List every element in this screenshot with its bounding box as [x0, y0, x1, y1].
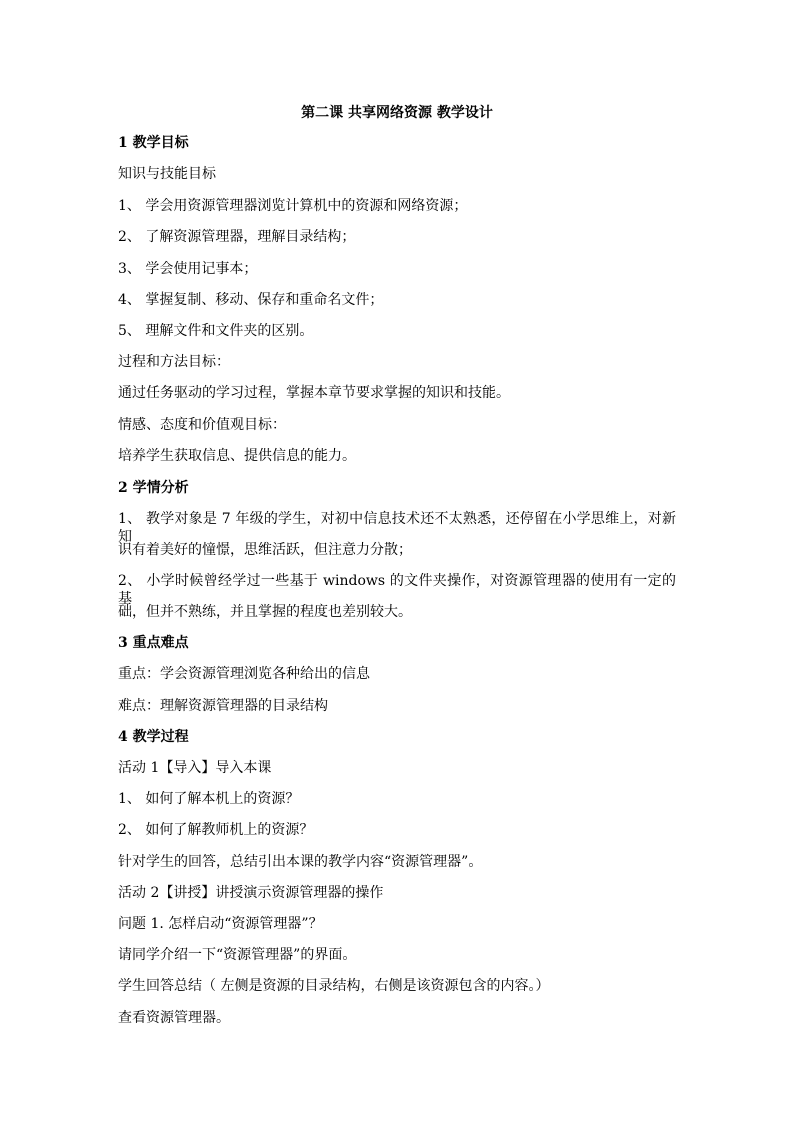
paragraph-line: 重点：学会资源管理浏览各种给出的信息 — [118, 666, 370, 682]
paragraph-line: 请同学介绍一下“资源管理器”的界面。 — [118, 947, 357, 963]
list-item: 1、 如何了解本机上的资源？ — [118, 791, 300, 807]
list-item: 2、 如何了解教师机上的资源？ — [118, 822, 314, 838]
section-heading-process: 4 教学过程 — [118, 729, 189, 745]
paragraph-line: 学生回答总结（ 左侧是资源的目录结构，右侧是该资源包含的内容。） — [118, 978, 550, 994]
paragraph-line: 活动 1【导入】导入本课 — [118, 760, 272, 776]
list-item: 1、 教学对象是 7 年级的学生，对初中信息技术还不太熟悉，还停留在小学思维上，对新知 — [118, 511, 676, 545]
paragraph-line: 查看资源管理器。 — [118, 1010, 230, 1026]
paragraph-line: 活动 2【讲授】讲授演示资源管理器的操作 — [118, 885, 384, 901]
list-item: 5、 理解文件和文件夹的区别。 — [118, 323, 314, 339]
paragraph-line: 难点：理解资源管理器的目录结构 — [118, 698, 328, 714]
paragraph-line: 过程和方法目标： — [118, 354, 230, 370]
paragraph-line: 针对学生的回答，总结引出本课的教学内容“资源管理器”。 — [118, 854, 483, 870]
list-item: 4、 掌握复制、移动、保存和重命名文件； — [118, 292, 384, 308]
section-heading-key-points: 3 重点难点 — [118, 635, 189, 651]
paragraph-line: 培养学生获取信息、提供信息的能力。 — [118, 448, 356, 464]
list-item: 2、 了解资源管理器，理解目录结构； — [118, 229, 356, 245]
paragraph-line: 问题 1. 怎样启动“资源管理器”？ — [118, 916, 323, 932]
paragraph-line: 通过任务驱动的学习过程，掌握本章节要求掌握的知识和技能。 — [118, 385, 510, 401]
paragraph-line: 情感、态度和价值观目标： — [118, 417, 286, 433]
paragraph-line: 知识与技能目标 — [118, 166, 216, 182]
section-heading-objectives: 1 教学目标 — [118, 135, 189, 151]
paragraph-line: 识有着美好的憧憬，思维活跃，但注意力分散； — [118, 542, 412, 558]
document-title: 第二课 共享网络资源 教学设计 — [301, 105, 493, 121]
list-item: 1、 学会用资源管理器浏览计算机中的资源和网络资源； — [118, 198, 468, 214]
list-item: 2、 小学时候曾经学过一些基于 windows 的文件夹操作，对资源管理器的使用有一定的基 — [118, 573, 676, 607]
section-heading-analysis: 2 学情分析 — [118, 480, 189, 496]
list-item: 3、 学会使用记事本； — [118, 261, 258, 277]
paragraph-line: 础，但并不熟练，并且掌握的程度也差别较大。 — [118, 604, 412, 620]
